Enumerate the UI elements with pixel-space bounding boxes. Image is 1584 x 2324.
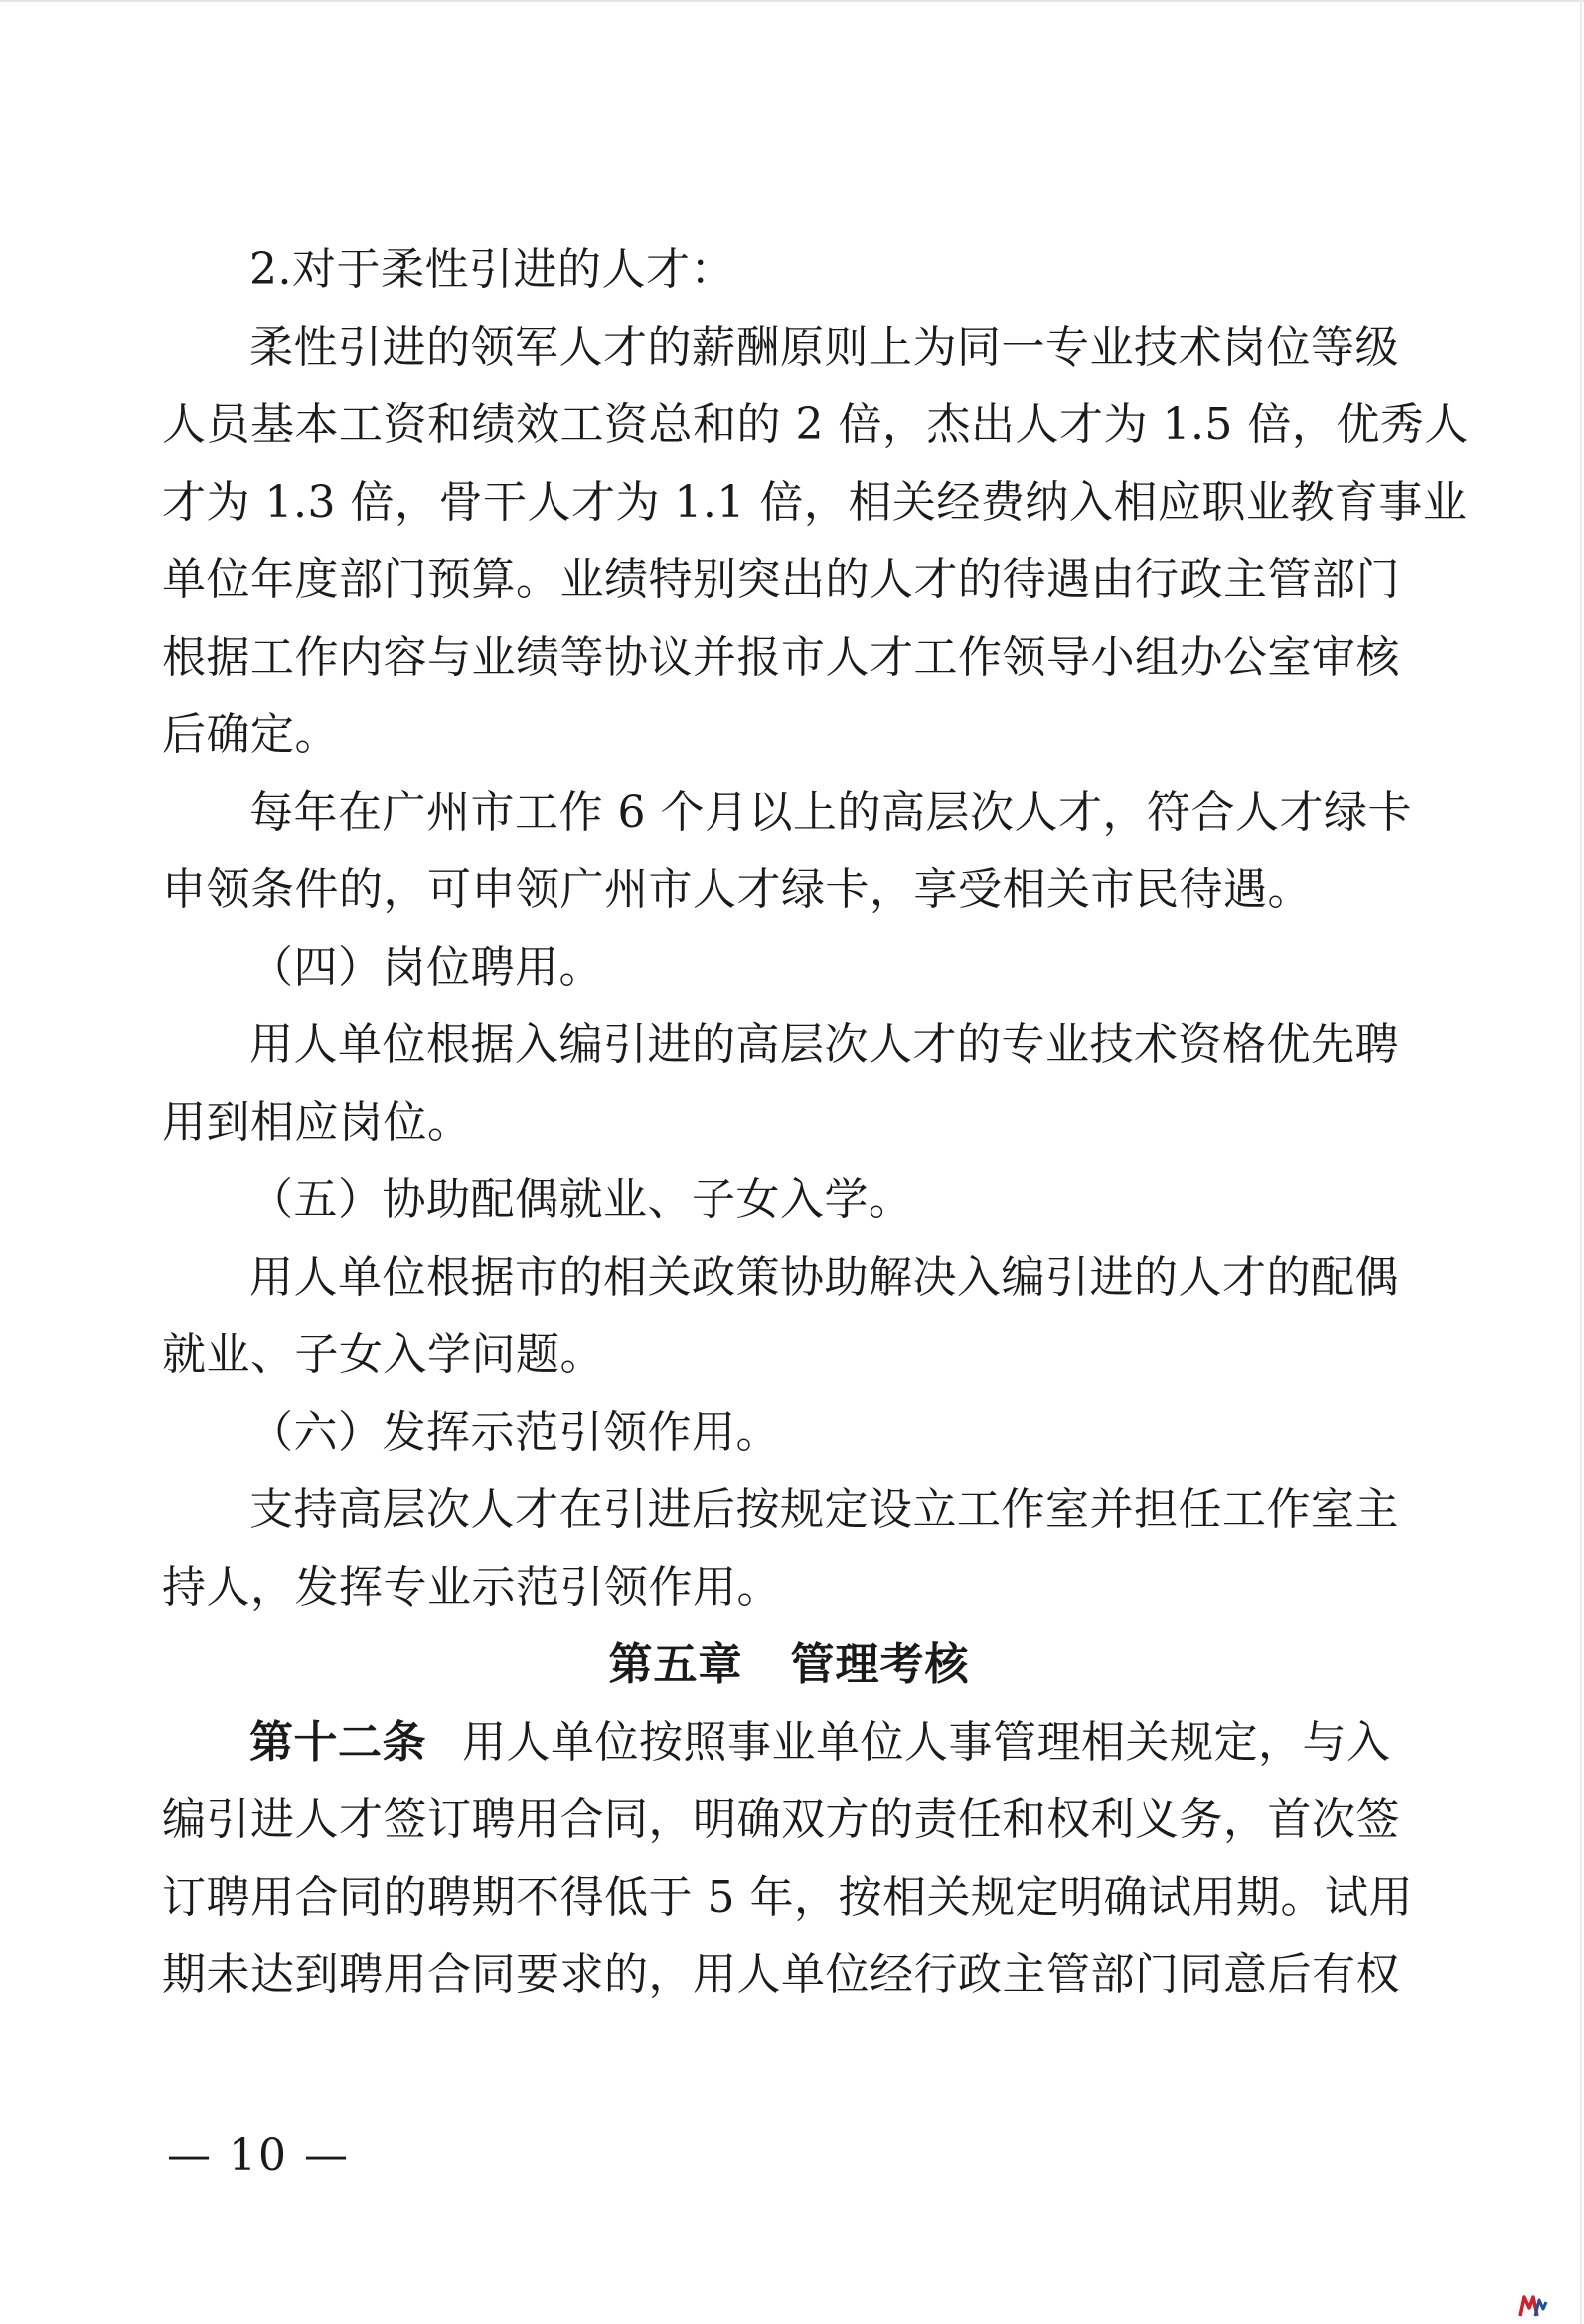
chapter-title: 管理考核 [790,1639,970,1690]
body-text [162,232,1469,2014]
paragraph-line: 订聘用合同的聘期不得低于 5 年，按相关规定明确试用期。试用 [162,1872,1413,1923]
top-border [0,0,1584,2]
section-heading: （五）协助配偶就业、子女入学。 [249,1174,913,1225]
page-number: — 10 — [167,2130,350,2181]
article-text: 用人单位按照事业单位人事管理相关规定，与入 [462,1717,1391,1768]
article-number: 第十二条 [249,1717,426,1768]
section-heading: （六）发挥示范引领作用。 [249,1407,780,1458]
paragraph-line: 持人，发挥专业示范引领作用。 [162,1562,781,1613]
paragraph-line: 支持高层次人才在引进后按规定设立工作室并担任工作室主 [249,1484,1399,1535]
paragraph-line: 就业、子女入学问题。 [162,1329,604,1380]
paragraph-line: 编引进人才签订聘用合同，明确双方的责任和权利义务，首次签 [162,1794,1400,1845]
chapter-number: 第五章 [608,1639,743,1690]
paragraph-line: 根据工作内容与业绩等协议并报市人才工作领导小组办公室审核 [162,632,1400,683]
paragraph-line: 用人单位根据市的相关政策协助解决入编引进的人才的配偶 [249,1252,1399,1303]
paragraph-line: 人员基本工资和绩效工资总和的 2 倍，杰出人才为 1.5 倍，优秀人 [162,399,1469,450]
paragraph-line: 用到相应岗位。 [162,1097,472,1148]
right-border [1580,0,1582,2324]
brand-logo-icon [1518,2294,1548,2318]
paragraph-line: 2.对于柔性引进的人才： [249,244,734,295]
section-heading: （四）岗位聘用。 [249,942,603,993]
paragraph-line: 柔性引进的领军人才的薪酬原则上为同一专业技术岗位等级 [249,322,1399,373]
paragraph-line: 每年在广州市工作 6 个月以上的高层次人才，符合人才绿卡 [249,787,1412,838]
paragraph-line: 期未达到聘用合同要求的，用人单位经行政主管部门同意后有权 [162,1949,1400,2000]
chapter-heading [162,1627,1416,1704]
article-first-line [162,1704,1416,1782]
paragraph-line: 申领条件的，可申领广州市人才绿卡，享受相关市民待遇。 [162,864,1312,915]
paragraph-line: 用人单位根据入编引进的高层次人才的专业技术资格优先聘 [249,1019,1399,1070]
paragraph-line: 后确定。 [162,709,339,760]
paragraph-line: 单位年度部门预算。业绩特别突出的人才的待遇由行政主管部门 [162,554,1400,605]
paragraph-line: 才为 1.3 倍，骨干人才为 1.1 倍，相关经费纳入相应职业教育事业 [162,477,1468,528]
